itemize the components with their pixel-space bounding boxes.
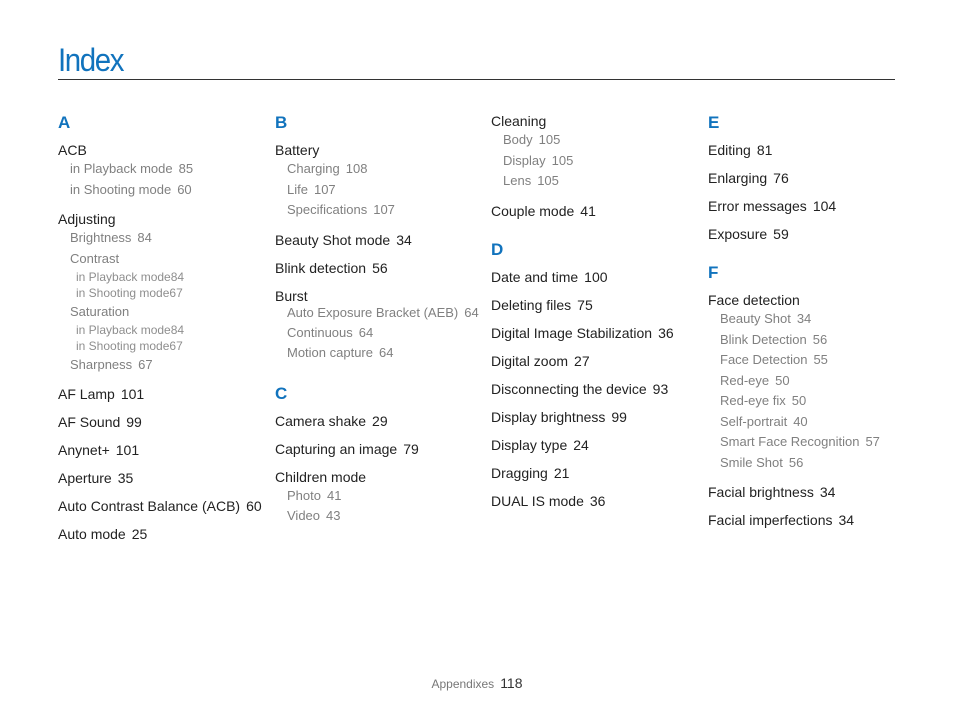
subentry-text: Blink Detection (720, 331, 807, 347)
term-page: 100 (584, 268, 608, 285)
index-subentry (708, 391, 913, 412)
subentry-page: 57 (865, 434, 880, 449)
term-text: Auto Contrast Balance (ACB) (58, 498, 241, 514)
term-text: Digital Image Stabilization (491, 324, 653, 341)
index-subentry (275, 305, 480, 323)
index-entry (491, 493, 696, 510)
subentry-text: Auto Exposure Bracket (AEB) (287, 304, 459, 320)
term-text: Digital zoom (491, 352, 569, 369)
subentry-page: 105 (538, 132, 561, 147)
section-letter: F (708, 263, 719, 282)
subentry-text: Brightness (70, 230, 132, 245)
term-text: Error messages (708, 198, 807, 214)
section-letter: E (708, 113, 720, 132)
subentry-page: 64 (464, 304, 479, 320)
term-text: Children mode (275, 468, 367, 485)
subentry-page: 108 (345, 161, 368, 176)
index-term (58, 498, 263, 515)
index-section (708, 263, 913, 529)
index-subentry (491, 171, 696, 192)
subentry-text: Saturation (70, 303, 130, 319)
term-text: Beauty Shot mode (275, 231, 391, 248)
subentry-page: 50 (791, 393, 807, 408)
index-term (58, 386, 263, 403)
index-entry (58, 498, 263, 515)
page-title: Index (58, 42, 124, 78)
index-subentry (275, 159, 480, 180)
term-page: 101 (115, 442, 140, 458)
index-section (275, 113, 480, 364)
term-text: Capturing an image (275, 440, 398, 457)
index-subsubentry (58, 322, 263, 339)
subentry-text: Body (503, 132, 533, 147)
subentry-text: Photo (287, 487, 321, 503)
index-subentry (58, 355, 263, 376)
term-page: 24 (573, 436, 589, 453)
index-subsubentry (58, 269, 263, 286)
subentry-text: Smart Face Recognition (720, 434, 860, 449)
index-entry (491, 297, 696, 314)
page-footer (0, 675, 954, 691)
subsubentry-text: in Playback mode (76, 269, 171, 284)
index-term (58, 470, 263, 487)
subentry-text: Specifications (287, 202, 368, 217)
index-entry (58, 470, 263, 487)
index-subentry (708, 371, 913, 392)
index-column-1 (58, 113, 263, 554)
term-page: 56 (372, 259, 388, 276)
index-entry (275, 288, 480, 364)
term-page: 60 (246, 498, 262, 514)
index-term (491, 437, 696, 454)
index-entry (275, 232, 480, 249)
index-subentry (58, 249, 263, 269)
index-term (275, 413, 480, 430)
index-term (708, 142, 913, 159)
subentry-text: Red-eye fix (720, 393, 786, 408)
subsubentry-text: in Shooting mode (76, 286, 170, 300)
subentry-text: Continuous (287, 324, 353, 340)
title-divider (58, 79, 895, 80)
term-page: 79 (403, 440, 419, 457)
index-subsubentry (58, 338, 263, 355)
term-page: 27 (574, 352, 590, 369)
subentry-page: 34 (796, 311, 812, 326)
index-entry (58, 211, 263, 375)
footer-section-label: Appendixes (431, 677, 495, 691)
term-page: 104 (812, 198, 837, 214)
term-text: Display brightness (491, 408, 606, 425)
subentry-page: 64 (358, 324, 374, 340)
term-text: Anynet+ (58, 442, 110, 458)
index-entry (708, 198, 913, 215)
term-text: Battery (275, 142, 320, 158)
subsubentry-page: 84 (170, 322, 185, 337)
term-text: Adjusting (58, 211, 116, 227)
term-text: Aperture (58, 470, 112, 486)
index-entry (491, 203, 696, 220)
index-subentry (58, 228, 263, 249)
term-page: 75 (577, 296, 593, 313)
subentry-page: 85 (178, 161, 194, 176)
term-page: 25 (131, 526, 148, 542)
term-page: 41 (580, 202, 596, 219)
subentry-page: 107 (373, 202, 395, 217)
subentry-text: Face Detection (720, 352, 808, 367)
index-term (58, 142, 263, 159)
index-entry (275, 441, 480, 458)
index-entry (58, 526, 263, 543)
term-page: 59 (773, 226, 789, 242)
index-subentry (708, 432, 913, 453)
index-section (491, 240, 696, 510)
index-entry (491, 113, 696, 192)
subentry-page: 56 (788, 454, 804, 470)
index-entry (275, 260, 480, 277)
index-term (58, 442, 263, 459)
subentry-page: 67 (138, 356, 153, 372)
subsubentry-page: 84 (170, 269, 185, 284)
index-subentry (275, 486, 480, 507)
footer-page-number: 118 (500, 675, 523, 691)
index-subentry (708, 453, 913, 474)
term-page: 36 (658, 324, 674, 341)
term-text: Auto mode (58, 526, 126, 542)
index-entry (491, 409, 696, 426)
index-term (275, 232, 480, 249)
index-term (491, 297, 696, 314)
subentry-text: Red-eye (720, 372, 770, 388)
term-text: Exposure (708, 226, 768, 242)
term-page: 99 (611, 408, 627, 425)
term-page: 36 (589, 492, 606, 509)
index-subentry (58, 302, 263, 322)
index-subentry (708, 309, 913, 330)
subentry-page: 43 (326, 508, 341, 523)
index-term (708, 198, 913, 215)
index-entry (491, 325, 696, 342)
subentry-page: 105 (537, 173, 559, 188)
index-term (491, 203, 696, 220)
term-page: 34 (819, 484, 836, 500)
subentry-page: 84 (137, 230, 152, 245)
index-entry (708, 292, 913, 473)
term-text: Facial brightness (708, 484, 814, 500)
section-letter: B (275, 113, 288, 132)
term-text: AF Sound (58, 414, 121, 430)
subentry-text: Lens (503, 173, 532, 188)
term-text: DUAL IS mode (491, 492, 584, 509)
index-term (708, 512, 913, 529)
index-term (58, 526, 263, 543)
index-entry (491, 437, 696, 454)
subentry-text: Video (287, 508, 321, 523)
term-page: 81 (756, 142, 773, 158)
section-letter: C (275, 383, 288, 403)
index-term (58, 414, 263, 431)
index-term (491, 269, 696, 286)
index-entry (708, 512, 913, 529)
index-term (708, 292, 913, 309)
term-text: AF Lamp (58, 386, 115, 402)
term-text: Deleting files (491, 296, 572, 313)
index-subentry (275, 180, 480, 201)
subsubentry-text: in Playback mode (76, 322, 171, 337)
index-entry (708, 484, 913, 501)
index-subentry (708, 330, 913, 351)
index-subentry (275, 200, 480, 221)
index-term (275, 142, 480, 159)
index-subentry (275, 506, 480, 527)
index-entry (275, 142, 480, 221)
index-term (491, 465, 696, 482)
subentry-page: 60 (177, 181, 192, 197)
subentry-page: 40 (793, 413, 808, 429)
subentry-page: 105 (551, 152, 574, 168)
term-text: Cleaning (491, 113, 547, 129)
subentry-text: in Shooting mode (70, 181, 172, 197)
term-page: 76 (773, 170, 789, 186)
index-subentry (275, 343, 480, 364)
index-term (708, 226, 913, 243)
subsubentry-page: 67 (169, 286, 183, 300)
term-page: 35 (117, 470, 134, 486)
term-text: Date and time (491, 268, 579, 285)
subentry-text: in Playback mode (70, 161, 173, 176)
term-page: 99 (126, 414, 142, 430)
index-section (58, 113, 263, 543)
subsubentry-page: 67 (169, 339, 183, 353)
index-entry (491, 381, 696, 398)
index-entry (708, 142, 913, 159)
subentry-text: Smile Shot (720, 454, 783, 470)
subentry-text: Display (503, 152, 546, 168)
term-text: ACB (58, 142, 87, 158)
subentry-text: Life (287, 181, 308, 197)
section-letter: D (491, 239, 504, 259)
term-page: 34 (838, 512, 855, 528)
index-subentry (58, 180, 263, 201)
index-subentry (708, 412, 913, 433)
index-term (491, 353, 696, 370)
index-entry (275, 413, 480, 430)
index-entry (708, 226, 913, 243)
term-text: Facial imperfections (708, 512, 833, 528)
index-section (491, 113, 696, 220)
term-text: Blink detection (275, 259, 367, 276)
term-text: Dragging (491, 464, 548, 481)
term-text: Couple mode (491, 202, 575, 219)
index-subentry (491, 130, 696, 151)
subentry-text: Contrast (70, 250, 120, 266)
subentry-text: Motion capture (287, 345, 373, 360)
index-term (58, 211, 263, 228)
index-term (491, 381, 696, 398)
index-entry (491, 269, 696, 286)
index-term (708, 484, 913, 501)
index-term (491, 325, 696, 342)
index-column-3 (491, 113, 696, 521)
index-column-2 (275, 113, 480, 538)
term-text: Face detection (708, 292, 800, 308)
subentry-page: 55 (813, 352, 828, 367)
index-subsubentry (58, 285, 263, 302)
term-text: Burst (275, 287, 308, 304)
index-entry (58, 442, 263, 459)
term-text: Disconnecting the device (491, 380, 647, 397)
term-page: 34 (396, 231, 412, 248)
subentry-text: Beauty Shot (720, 311, 791, 326)
index-section (275, 384, 480, 527)
term-text: Editing (708, 142, 751, 158)
index-entry (58, 142, 263, 200)
index-entry (491, 353, 696, 370)
index-term (275, 469, 480, 486)
term-text: Camera shake (275, 412, 367, 429)
subentry-page: 56 (812, 331, 828, 347)
subentry-text: Self-portrait (720, 413, 788, 429)
index-term (491, 493, 696, 510)
index-term (275, 260, 480, 277)
subentry-text: Charging (287, 161, 340, 176)
term-text: Display type (491, 436, 568, 453)
subsubentry-text: in Shooting mode (76, 339, 170, 353)
index-column-4 (708, 113, 913, 540)
term-page: 29 (372, 412, 388, 429)
index-term (708, 170, 913, 187)
term-page: 21 (553, 464, 570, 481)
index-term (275, 441, 480, 458)
index-term (491, 113, 696, 130)
index-entry (58, 386, 263, 403)
term-page: 101 (120, 386, 145, 402)
subentry-page: 50 (775, 372, 790, 388)
section-letter: A (58, 113, 71, 132)
index-entry (275, 469, 480, 527)
index-entry (708, 170, 913, 187)
index-subentry (491, 151, 696, 172)
index-subentry (275, 323, 480, 344)
subentry-page: 64 (379, 345, 394, 360)
index-term (275, 288, 480, 305)
index-subentry (708, 350, 913, 371)
index-entry (491, 465, 696, 482)
subentry-text: Sharpness (70, 356, 133, 372)
term-page: 93 (652, 380, 669, 397)
subentry-page: 41 (326, 487, 342, 503)
term-text: Enlarging (708, 170, 768, 186)
index-subentry (58, 159, 263, 180)
index-entry (58, 414, 263, 431)
index-term (491, 409, 696, 426)
index-section (708, 113, 913, 243)
subentry-page: 107 (313, 181, 336, 197)
